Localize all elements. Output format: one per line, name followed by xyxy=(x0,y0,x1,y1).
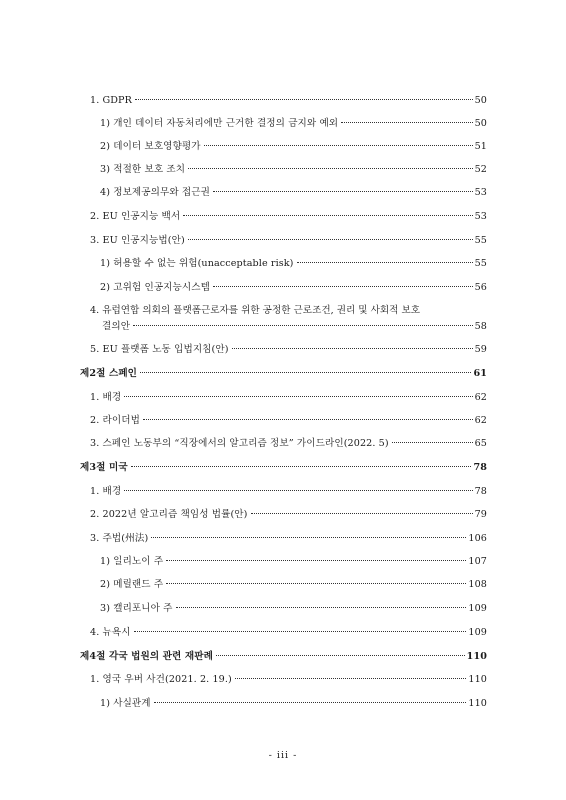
toc-dot-leader xyxy=(251,512,473,514)
toc-entry-title: 제3절 미국 xyxy=(80,462,128,473)
toc-dot-leader xyxy=(183,214,472,216)
toc-entry xyxy=(90,94,487,107)
toc-entry-page-number: 62 xyxy=(474,392,487,403)
toc-entry-page-number: 56 xyxy=(474,282,487,293)
toc-entry-title: 3. 주법(州法) xyxy=(90,533,149,544)
toc-dot-leader xyxy=(124,395,472,397)
toc-dot-leader xyxy=(131,465,472,467)
toc-entry-title: 3) 적절한 보호 조치 xyxy=(100,164,186,175)
toc-entry xyxy=(90,673,487,686)
toc-entry-page-number: 108 xyxy=(468,579,487,590)
toc-entry xyxy=(90,508,487,521)
toc-entry-title: 4) 정보제공의무와 접근권 xyxy=(100,187,211,198)
toc-entry-title: 5. EU 플랫폼 노동 입법지침(안) xyxy=(90,344,229,355)
toc-wrapped-title-line: 4. 유럽연합 의회의 플랫폼근로자를 위한 공정한 근로조건, 권리 및 사회적 보호 xyxy=(90,305,420,316)
toc-entry xyxy=(100,578,487,591)
toc-entry xyxy=(90,437,487,450)
toc-entry-title: 2) 메릴랜드 주 xyxy=(100,579,164,590)
toc-entry xyxy=(100,163,487,176)
toc-entry xyxy=(90,234,487,247)
toc-entry-page-number: 59 xyxy=(474,344,487,355)
toc-entry-title: 2) 데이터 보호영향평가 xyxy=(100,141,201,152)
toc-entry-title: 1) 사실관계 xyxy=(100,698,151,709)
toc-entry-page-number: 109 xyxy=(468,603,487,614)
toc-chapter-entry xyxy=(80,650,487,663)
toc-entry-title: 2. 라이더법 xyxy=(90,415,140,426)
toc-entry xyxy=(90,343,487,356)
toc-entry xyxy=(100,140,487,153)
toc-entry-page-number: 58 xyxy=(474,321,487,332)
toc-entry-title: 제4절 각국 법원의 관련 재판례 xyxy=(80,651,213,662)
toc-entry-page-number: 51 xyxy=(474,141,487,152)
toc-entry-page-number: 52 xyxy=(474,164,487,175)
toc-entry-page-number: 55 xyxy=(474,258,487,269)
toc-entry xyxy=(90,485,487,498)
toc-chapter-entry xyxy=(80,461,487,474)
toc-entry xyxy=(100,186,487,199)
toc-entry-title: 1) 일리노이 주 xyxy=(100,556,164,567)
toc-entry-title: 결의안 xyxy=(102,321,131,332)
toc-entry-page-number: 78 xyxy=(473,462,487,473)
page-number-footer: - iii - xyxy=(268,750,298,761)
toc-entry-title: 2. 2022년 알고리즘 책임성 법률(안) xyxy=(90,509,248,520)
toc-entry-title: 1. 배경 xyxy=(90,392,122,403)
toc-entry-title: 4. 뉴욕시 xyxy=(90,627,131,638)
toc-dot-leader xyxy=(213,190,473,192)
toc-entry-page-number: 50 xyxy=(474,95,487,106)
toc-entry-title: 1. GDPR xyxy=(90,95,132,106)
toc-entry-page-number: 65 xyxy=(474,438,487,449)
toc-entry-page-number: 107 xyxy=(468,556,487,567)
toc-entry-page-number: 53 xyxy=(474,211,487,222)
toc-dot-leader xyxy=(392,441,473,443)
toc-dot-leader xyxy=(176,606,467,608)
toc-entry-page-number: 106 xyxy=(468,533,487,544)
toc-dot-leader xyxy=(166,559,466,561)
toc-dot-leader xyxy=(134,630,467,632)
toc-entry xyxy=(100,697,487,710)
toc-dot-leader xyxy=(235,677,467,679)
toc-entry-title: 3. EU 인공지능법(안) xyxy=(90,235,185,246)
toc-dot-leader xyxy=(124,489,472,491)
toc-entry-title: 3. 스페인 노동부의 “직장에서의 알고리즘 정보” 가이드라인(2022. 5) xyxy=(90,438,389,449)
toc-entry-page-number: 53 xyxy=(474,187,487,198)
toc-entry-page-number: 62 xyxy=(474,415,487,426)
toc-entry xyxy=(90,532,487,545)
toc-entry-page-number: 50 xyxy=(474,118,487,129)
toc-entry-page-number: 110 xyxy=(468,698,487,709)
toc-entry-title: 1. 영국 우버 사건(2021. 2. 19.) xyxy=(90,674,232,685)
toc-entry-page-number: 61 xyxy=(473,368,487,379)
toc-entry-title: 1) 개인 데이터 자동처리에만 근거한 결정의 금지와 예외 xyxy=(100,118,339,129)
toc-dot-leader xyxy=(188,167,473,169)
toc-entry xyxy=(100,257,487,270)
toc-entry-page-number: 110 xyxy=(468,674,487,685)
toc-entry xyxy=(90,626,487,639)
toc-dot-leader xyxy=(154,701,467,703)
toc-entry xyxy=(100,281,487,294)
toc-entry-title: 1) 허용할 수 없는 위험(unacceptable risk) xyxy=(100,258,294,269)
toc-entry-title: 1. 배경 xyxy=(90,486,122,497)
toc-entry xyxy=(100,602,487,615)
toc-entry xyxy=(90,391,487,404)
toc-entry xyxy=(90,414,487,427)
toc-entry-page-number: 55 xyxy=(474,235,487,246)
toc-entry-title: 제2절 스페인 xyxy=(80,368,138,379)
toc-chapter-entry xyxy=(80,367,487,380)
toc-entry xyxy=(102,320,487,333)
toc-dot-leader xyxy=(213,285,473,287)
toc-entry-page-number: 79 xyxy=(474,509,487,520)
toc-entry xyxy=(90,210,487,223)
toc-entry-title: 2. EU 인공지능 백서 xyxy=(90,211,181,222)
toc-dot-leader xyxy=(232,347,473,349)
toc-dot-leader xyxy=(204,144,473,146)
toc-entry-title: 2) 고위험 인공지능시스템 xyxy=(100,282,211,293)
toc-dot-leader xyxy=(341,121,472,123)
toc-dot-leader xyxy=(216,654,465,656)
toc-dot-leader xyxy=(143,418,473,420)
toc-entry xyxy=(100,117,487,130)
toc-dot-leader xyxy=(151,536,466,538)
toc-entry xyxy=(100,555,487,568)
toc-dot-leader xyxy=(188,238,473,240)
toc-entry-page-number: 109 xyxy=(468,627,487,638)
toc-dot-leader xyxy=(140,371,471,373)
toc-entry-page-number: 110 xyxy=(466,651,487,662)
toc-dot-leader xyxy=(135,98,473,100)
toc-dot-leader xyxy=(133,324,472,326)
toc-entry-title: 3) 캘리포니아 주 xyxy=(100,603,173,614)
toc-dot-leader xyxy=(166,582,466,584)
toc-entry-page-number: 78 xyxy=(474,486,487,497)
toc-dot-leader xyxy=(297,261,473,263)
